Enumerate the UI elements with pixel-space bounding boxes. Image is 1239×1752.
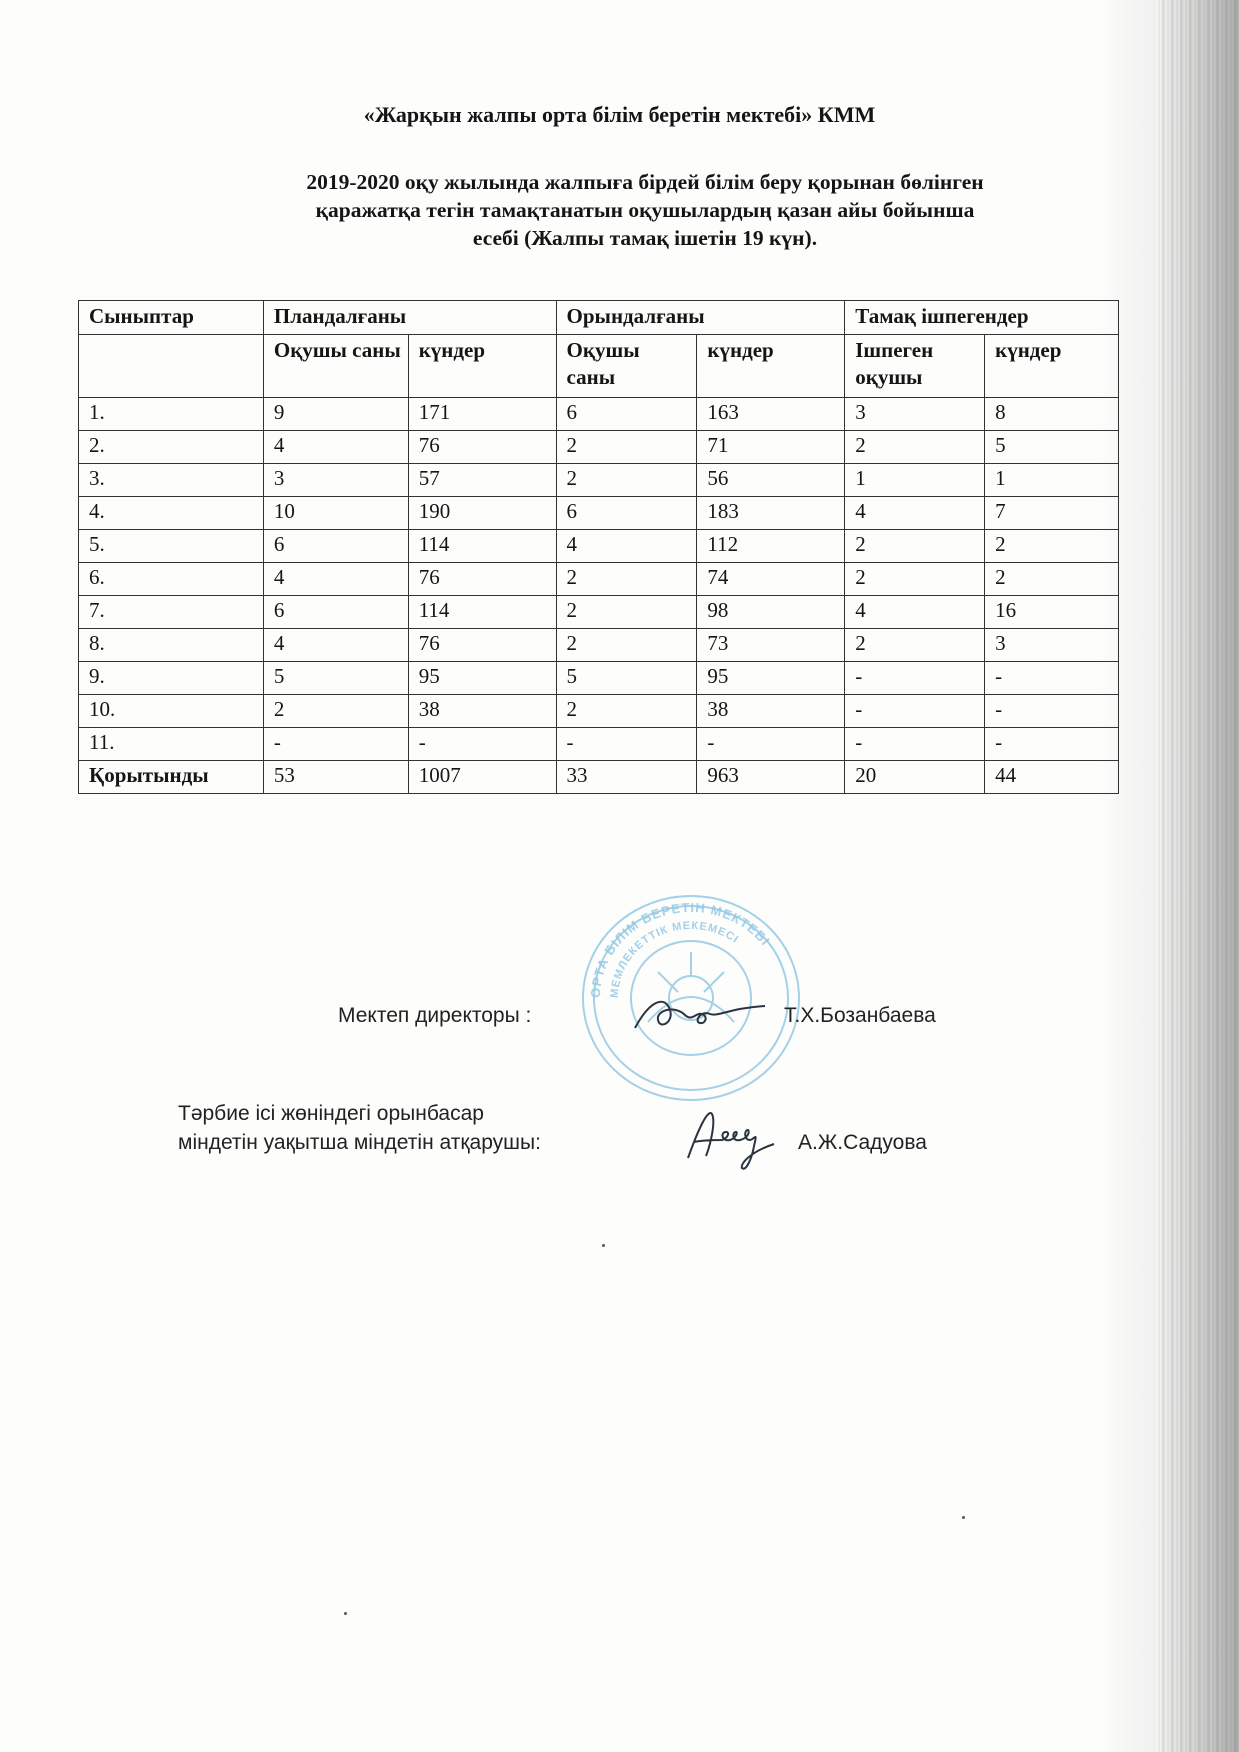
table-row: [79, 629, 1119, 662]
table-cell: 73: [697, 629, 845, 662]
table-cell: 3: [845, 398, 985, 431]
table-cell: 112: [697, 530, 845, 563]
total-cell: 44: [985, 761, 1119, 794]
table-cell: 114: [408, 530, 556, 563]
table-cell: 74: [697, 563, 845, 596]
total-cell: 1007: [408, 761, 556, 794]
class-number-cell: 1.: [79, 398, 264, 431]
table-cell: 6: [263, 530, 408, 563]
subheader-planned-days: күндер: [408, 335, 556, 398]
table-row: [79, 530, 1119, 563]
table-header-row: [79, 301, 1119, 335]
table-cell: 38: [697, 695, 845, 728]
director-signature: [630, 990, 770, 1040]
report-title-line: 2019-2020 оқу жылында жалпыға бірдей білім беру қорынан бөлінген: [306, 170, 984, 194]
director-label: Мектеп директоры :: [338, 1004, 532, 1027]
stamp-outer-text: ОРТА БІЛІМ БЕРЕТІН МЕКТЕБІ: [587, 899, 774, 999]
table-cell: -: [263, 728, 408, 761]
table-cell: 76: [408, 629, 556, 662]
table-subheader-row: [79, 335, 1119, 398]
table-cell: 171: [408, 398, 556, 431]
class-number-cell: 10.: [79, 695, 264, 728]
scan-speck: [602, 1244, 605, 1247]
table-cell: -: [985, 662, 1119, 695]
table-cell: 56: [697, 464, 845, 497]
scan-speck: [962, 1516, 965, 1519]
class-number-cell: 3.: [79, 464, 264, 497]
scan-edge: [1157, 0, 1239, 1752]
table-cell: -: [697, 728, 845, 761]
table-cell: 38: [408, 695, 556, 728]
report-title: [190, 168, 1100, 252]
table-cell: 4: [263, 629, 408, 662]
table-cell: -: [408, 728, 556, 761]
total-cell: 53: [263, 761, 408, 794]
header-planned: Пландалғаны: [263, 301, 556, 335]
table-row: [79, 431, 1119, 464]
header-classes: Сыныптар: [79, 301, 264, 335]
meals-report-table: [78, 300, 1119, 794]
header-completed: Орындалғаны: [556, 301, 845, 335]
table-row: [79, 662, 1119, 695]
table-cell: 71: [697, 431, 845, 464]
table-cell: 2: [556, 629, 697, 662]
table-cell: 4: [263, 563, 408, 596]
table-cell: 114: [408, 596, 556, 629]
stamp-inner-text: МЕМЛЕКЕТТІК МЕКЕМЕСІ: [608, 919, 741, 999]
table-cell: 95: [408, 662, 556, 695]
table-cell: -: [985, 695, 1119, 728]
subheader-not-eaten-days: күндер: [985, 335, 1119, 398]
class-number-cell: 11.: [79, 728, 264, 761]
total-label-cell: Қорытынды: [79, 761, 264, 794]
table-cell: 2: [845, 530, 985, 563]
table-cell: 9: [263, 398, 408, 431]
table-cell: 4: [845, 497, 985, 530]
table-row: [79, 398, 1119, 431]
table-cell: 2: [556, 596, 697, 629]
class-number-cell: 2.: [79, 431, 264, 464]
table-row: [79, 728, 1119, 761]
deputy-name: А.Ж.Садуова: [798, 1131, 927, 1154]
table-row: [79, 497, 1119, 530]
subheader-empty: [79, 335, 264, 398]
table-cell: 2: [556, 695, 697, 728]
scan-shadow: [1097, 0, 1157, 1752]
table-cell: 76: [408, 563, 556, 596]
table-cell: 8: [985, 398, 1119, 431]
table-cell: 183: [697, 497, 845, 530]
table-row: [79, 464, 1119, 497]
table-cell: 3: [985, 629, 1119, 662]
table-cell: 2: [556, 563, 697, 596]
table-cell: -: [556, 728, 697, 761]
class-number-cell: 5.: [79, 530, 264, 563]
table-cell: 2: [845, 431, 985, 464]
report-title-line: қаражатқа тегін тамақтанатын оқушылардың қазан айы бойынша: [315, 198, 975, 222]
table-cell: -: [985, 728, 1119, 761]
table-body: [79, 398, 1119, 794]
table-cell: 5: [263, 662, 408, 695]
table-row: [79, 563, 1119, 596]
total-cell: 20: [845, 761, 985, 794]
table-cell: 4: [556, 530, 697, 563]
table-cell: 2: [985, 563, 1119, 596]
organization-title: «Жарқын жалпы орта білім беретін мектебі» КММ: [363, 102, 876, 127]
table-cell: 2: [556, 464, 697, 497]
table-cell: 190: [408, 497, 556, 530]
table-cell: 163: [697, 398, 845, 431]
table-cell: 1: [845, 464, 985, 497]
deputy-signature: [680, 1100, 780, 1180]
subheader-planned-students: Оқушы саны: [263, 335, 408, 398]
table-cell: 5: [556, 662, 697, 695]
table-row: [79, 695, 1119, 728]
table-cell: 76: [408, 431, 556, 464]
table-cell: -: [845, 695, 985, 728]
table-row: [79, 596, 1119, 629]
table-cell: 4: [845, 596, 985, 629]
class-number-cell: 8.: [79, 629, 264, 662]
table-cell: 3: [263, 464, 408, 497]
deputy-label-line2: міндетін уақытша міндетін атқарушы:: [178, 1131, 541, 1154]
table-cell: 6: [263, 596, 408, 629]
table-total-row: [79, 761, 1119, 794]
table-cell: 2: [263, 695, 408, 728]
header-not-eaten: Тамақ ішпегендер: [845, 301, 1119, 335]
table-cell: -: [845, 728, 985, 761]
table-cell: 2: [985, 530, 1119, 563]
table-cell: 10: [263, 497, 408, 530]
report-title-line: есебі (Жалпы тамақ ішетін 19 күн).: [472, 226, 818, 250]
subheader-completed-days: күндер: [697, 335, 845, 398]
table-cell: 1: [985, 464, 1119, 497]
subheader-completed-students: Оқушы саны: [556, 335, 697, 398]
deputy-label-line1: Тәрбие ісі жөніндегі орынбасар: [178, 1102, 484, 1125]
table-cell: 6: [556, 497, 697, 530]
table-cell: 16: [985, 596, 1119, 629]
table-cell: 95: [697, 662, 845, 695]
scan-speck: [344, 1612, 347, 1615]
table-cell: 2: [845, 563, 985, 596]
total-cell: 33: [556, 761, 697, 794]
table-cell: 7: [985, 497, 1119, 530]
class-number-cell: 7.: [79, 596, 264, 629]
class-number-cell: 4.: [79, 497, 264, 530]
table-cell: 5: [985, 431, 1119, 464]
total-cell: 963: [697, 761, 845, 794]
director-name: Т.Х.Бозанбаева: [784, 1004, 936, 1027]
class-number-cell: 9.: [79, 662, 264, 695]
table-cell: 2: [556, 431, 697, 464]
subheader-not-eaten-students: Ішпеген оқушы: [845, 335, 985, 398]
table-cell: 57: [408, 464, 556, 497]
table-cell: 98: [697, 596, 845, 629]
table-cell: 2: [845, 629, 985, 662]
class-number-cell: 6.: [79, 563, 264, 596]
table-cell: -: [845, 662, 985, 695]
table-cell: 6: [556, 398, 697, 431]
table-cell: 4: [263, 431, 408, 464]
